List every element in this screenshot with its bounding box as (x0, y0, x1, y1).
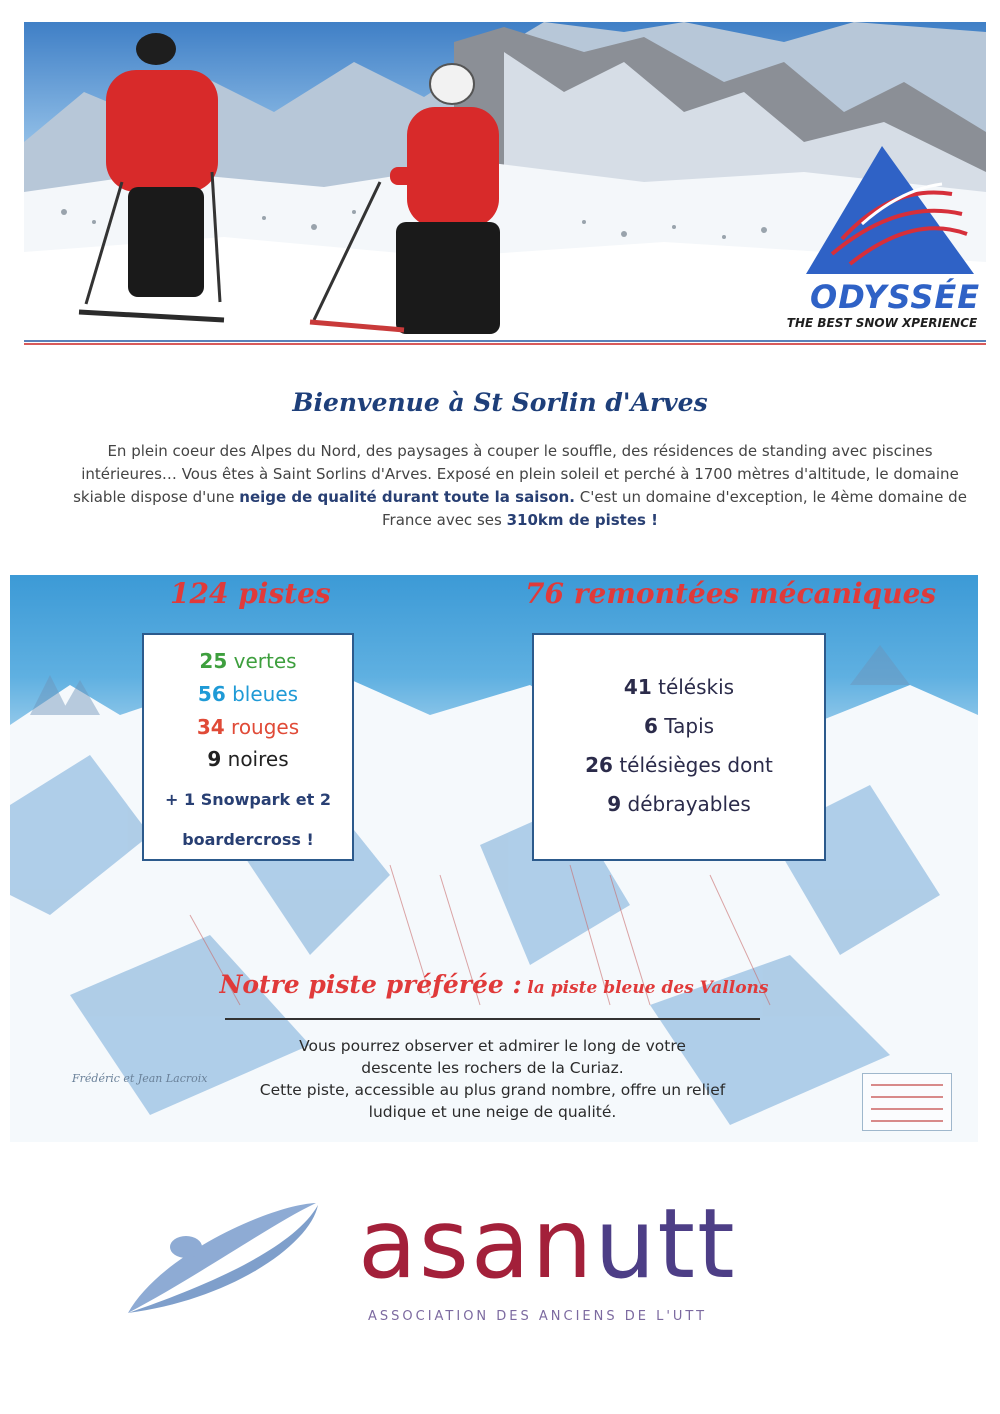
favorite-line-3: Cette piste, accessible au plus grand nombre, offre un relief (259, 1081, 726, 1099)
favorite-line-2: descente les rochers de la Curiaz. (361, 1059, 624, 1077)
brand-name: ODYSSÉE (810, 278, 981, 316)
remontees-telesieges: 26 télésièges dont (585, 753, 773, 777)
pistes-box (142, 633, 354, 861)
welcome-title: Bienvenue à St Sorlin d'Arves (292, 388, 708, 417)
favorite-line-1: Vous pourrez observer et admirer le long de votre (299, 1037, 686, 1055)
map-legend (862, 1073, 952, 1131)
ski-map-panel (10, 575, 978, 1142)
snowpark-line-1: + 1 Snowpark et 2 (165, 790, 331, 809)
hero-banner (24, 22, 986, 335)
favorite-description (225, 1035, 760, 1123)
hero-divider (24, 340, 986, 345)
pistes-red: 34 rouges (196, 715, 300, 739)
favorite-subtitle: la piste bleue des Vallons (527, 978, 769, 998)
map-signature: Frédéric et Jean Lacroix (72, 1072, 208, 1085)
swoosh-icon (120, 1195, 340, 1325)
pistes-title: 124 pistes (170, 577, 331, 610)
asanutt-wordmark: asanutt (358, 1188, 737, 1300)
pistes-green: 25 vertes (199, 649, 297, 673)
intro-paragraph (70, 440, 970, 532)
snowpark-line-2: boardercross ! (182, 830, 314, 849)
remontees-tapis: 6 Tapis (643, 714, 715, 738)
asanutt-logo (120, 1188, 900, 1335)
favorite-divider (225, 1018, 760, 1020)
favorite-piste-heading (10, 970, 978, 999)
favorite-title: Notre piste préférée : (219, 970, 522, 999)
intro-text-2: C'est un domaine d'exception, le 4ème domaine de France avec ses (381, 488, 967, 529)
triangle-logo-icon (802, 144, 986, 284)
pistes-black: 9 noires (207, 747, 289, 771)
intro-bold-1: neige de qualité durant toute la saison. (239, 488, 575, 506)
odyssee-logo (786, 144, 986, 334)
remontees-teleskis: 41 téléskis (623, 675, 735, 699)
remontees-debrayables: 9 débrayables (607, 792, 751, 816)
pistes-blue: 56 bleues (197, 682, 299, 706)
favorite-line-4: ludique et une neige de qualité. (368, 1103, 617, 1121)
intro-text-1: En plein coeur des Alpes du Nord, des paysages à couper le souffle, des résidences de standing avec piscines intérieures… Vous êtes à Saint Sorlins d'Arves. Exposé en plein soleil et perché à 1700 mètres d'altitude, le domaine skiable dispose d'une (73, 442, 959, 506)
asanutt-subtitle: ASSOCIATION DES ANCIENS DE L'UTT (368, 1309, 708, 1324)
intro-bold-2: 310km de pistes ! (506, 511, 658, 529)
remontees-box (532, 633, 826, 861)
remontees-title: 76 remontées mécaniques (525, 577, 937, 610)
brand-tagline: THE BEST SNOW XPERIENCE (786, 316, 978, 330)
